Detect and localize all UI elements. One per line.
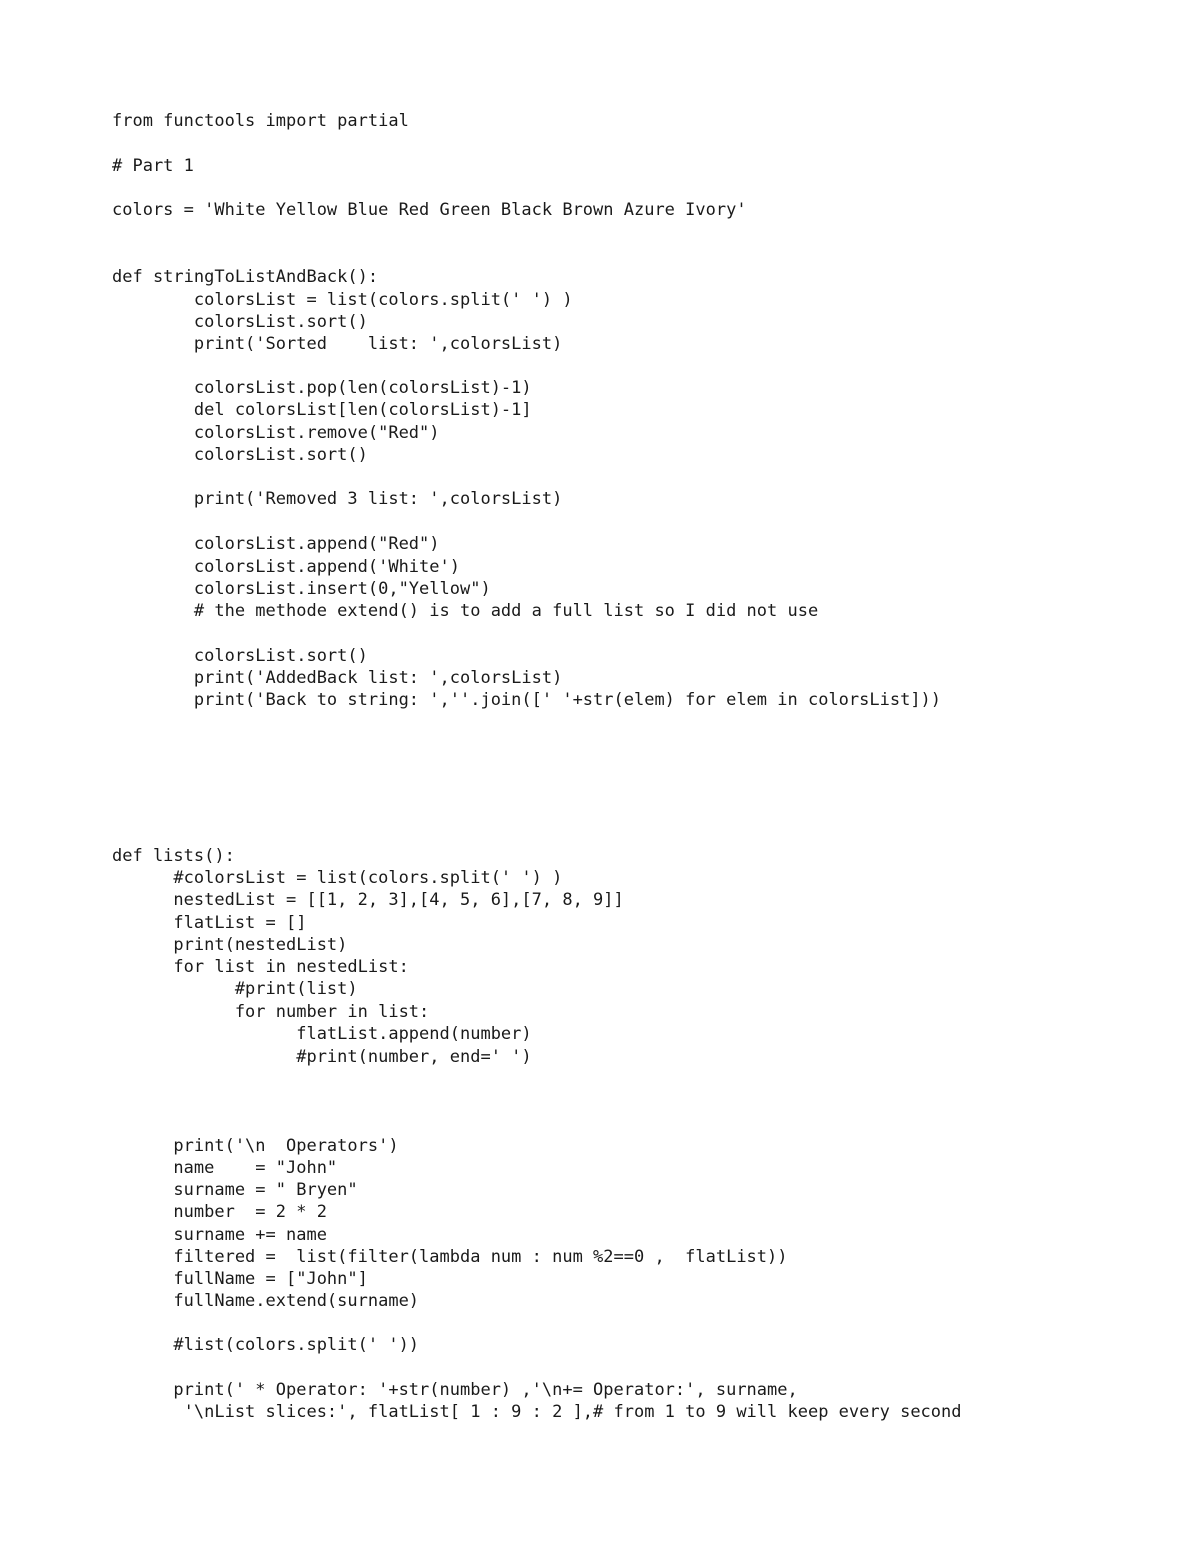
code-line: #print(list) — [112, 979, 358, 999]
code-line: surname += name — [112, 1225, 327, 1245]
code-line: fullName = ["John"] — [112, 1269, 368, 1289]
code-line: print(' * Operator: '+str(number) ,'\n+= Operator:', surname, — [112, 1380, 798, 1400]
code-line: number = 2 * 2 — [112, 1202, 327, 1222]
code-line-colors-assign: colors = 'White Yellow Blue Red Green Black Brown Azure Ivory' — [112, 200, 747, 220]
code-line: #colorsList = list(colors.split(' ') ) — [112, 868, 563, 888]
code-line: #print(number, end=' ') — [112, 1047, 532, 1067]
code-line: for number in list: — [112, 1002, 430, 1022]
code-line-def-lists: def lists(): — [112, 846, 235, 866]
code-line: del colorsList[len(colorsList)-1] — [112, 400, 532, 420]
code-line: flatList.append(number) — [112, 1024, 532, 1044]
code-line: for list in nestedList: — [112, 957, 409, 977]
code-line: print('\n Operators') — [112, 1136, 399, 1156]
code-line: surname = " Bryen" — [112, 1180, 358, 1200]
code-line: nestedList = [[1, 2, 3],[4, 5, 6],[7, 8, 9]] — [112, 890, 624, 910]
code-line: colorsList.append('White') — [112, 557, 460, 577]
code-line: colorsList = list(colors.split(' ') ) — [112, 290, 573, 310]
code-line-def-stringtolist: def stringToListAndBack(): — [112, 267, 379, 287]
code-line: print('Back to string: ',''.join([' '+str(elem) for elem in colorsList])) — [112, 690, 942, 710]
code-line: colorsList.sort() — [112, 646, 368, 666]
code-line: print('Removed 3 list: ',colorsList) — [112, 489, 563, 509]
code-line: colorsList.insert(0,"Yellow") — [112, 579, 491, 599]
code-line-comment-extend: # the methode extend() is to add a full list so I did not use — [112, 601, 819, 621]
code-line: filtered = list(filter(lambda num : num %2==0 , flatList)) — [112, 1247, 788, 1267]
code-line: print(nestedList) — [112, 935, 348, 955]
code-line: flatList = [] — [112, 913, 307, 933]
code-line-import: from functools import partial — [112, 111, 409, 131]
code-line: fullName.extend(surname) — [112, 1291, 420, 1311]
code-line: print('Sorted list: ',colorsList) — [112, 334, 563, 354]
code-line: colorsList.sort() — [112, 312, 368, 332]
code-line: name = "John" — [112, 1158, 338, 1178]
code-line: colorsList.pop(len(colorsList)-1) — [112, 378, 532, 398]
code-line: print('AddedBack list: ',colorsList) — [112, 668, 563, 688]
code-line: colorsList.append("Red") — [112, 534, 440, 554]
code-line: colorsList.sort() — [112, 445, 368, 465]
code-line: '\nList slices:', flatList[ 1 : 9 : 2 ],# from 1 to 9 will keep every second — [112, 1402, 962, 1422]
code-line: colorsList.remove("Red") — [112, 423, 440, 443]
code-line-comment-part1: # Part 1 — [112, 156, 194, 176]
code-line: #list(colors.split(' ')) — [112, 1335, 420, 1355]
